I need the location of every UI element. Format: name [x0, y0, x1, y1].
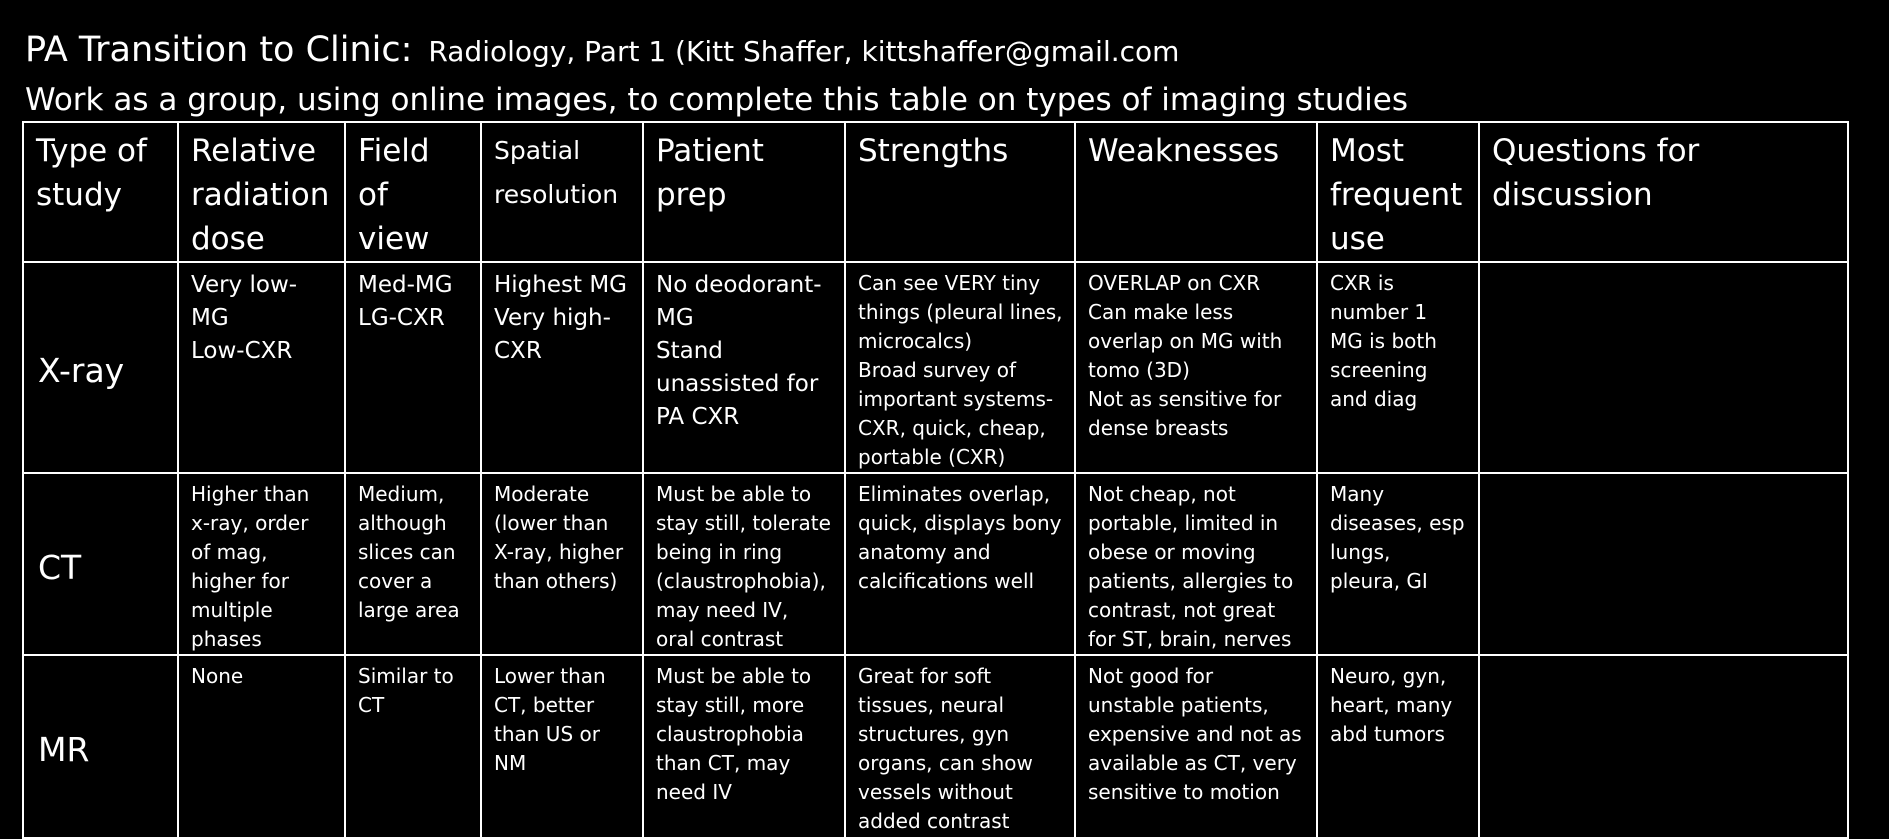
cell-line: quick, displays bony [858, 511, 1062, 535]
cell-line: anatomy and [858, 540, 991, 564]
cell-line: diseases, esp [1330, 511, 1465, 535]
cell-line: dense breasts [1088, 416, 1229, 440]
cell-line: claustrophobia [656, 722, 804, 746]
cell-line: heart, many [1330, 693, 1453, 717]
table-cell [1479, 655, 1848, 838]
cell-line: PA CXR [656, 404, 740, 430]
cell-line: Not as sensitive for [1088, 387, 1282, 411]
cell-line: dose [191, 221, 265, 257]
cell-line: of [358, 177, 388, 213]
cell-line: CXR is [1330, 271, 1394, 295]
table-cell [845, 473, 1075, 655]
cell-line: CT [358, 693, 385, 717]
table-cell [178, 655, 345, 838]
cell-line: Medium, [358, 482, 445, 506]
cell-line: CXR, quick, cheap, [858, 416, 1046, 440]
row-type-label: X-ray [23, 262, 178, 473]
cell-line: screening [1330, 358, 1428, 382]
cell-line: LG-CXR [358, 305, 445, 331]
cell-line: Strengths [858, 133, 1009, 169]
cell-line: phases [191, 627, 262, 651]
cell-line: Spatial [494, 136, 581, 165]
cell-line: patients, allergies to [1088, 569, 1294, 593]
column-header [643, 122, 845, 262]
table-cell [643, 655, 845, 838]
cell-line: Very low- [191, 272, 298, 298]
title-sub: Radiology, Part 1 (Kitt Shaffer, kittshaffer@gmail.com [428, 35, 1180, 68]
cell-line: important systems- [858, 387, 1054, 411]
cell-line: abd tumors [1330, 722, 1445, 746]
cell-line: NM [494, 751, 527, 775]
cell-line: expensive and not as [1088, 722, 1302, 746]
cell-line: cover a [358, 569, 433, 593]
table-cell [1317, 262, 1479, 473]
cell-line: sensitive to motion [1088, 780, 1280, 804]
cell-line: obese or moving [1088, 540, 1256, 564]
table-cell [345, 655, 481, 838]
cell-line: MG [656, 305, 694, 331]
cell-line: number 1 [1330, 300, 1428, 324]
cell-line: Patient [656, 133, 764, 169]
table-body [23, 262, 1848, 838]
cell-line: Stand [656, 338, 723, 364]
cell-line: Most [1330, 133, 1405, 169]
cell-line: contrast, not great [1088, 598, 1276, 622]
table-cell [1479, 262, 1848, 473]
cell-line: things (pleural lines, [858, 300, 1063, 324]
instructions: Work as a group, using online images, to complete this table on types of imaging studies [25, 82, 1408, 118]
cell-line: higher for [191, 569, 289, 593]
cell-line: view [358, 221, 430, 257]
cell-line: multiple [191, 598, 273, 622]
column-header [1075, 122, 1317, 262]
column-header [1479, 122, 1848, 262]
cell-line: Higher than [191, 482, 310, 506]
table-cell [345, 473, 481, 655]
cell-line: stay still, tolerate [656, 511, 831, 535]
cell-line: prep [656, 177, 727, 213]
cell-line: Highest MG [494, 272, 627, 298]
cell-line: X-ray, higher [494, 540, 624, 564]
cell-line: Must be able to [656, 664, 812, 688]
cell-line: stay still, more [656, 693, 805, 717]
cell-line: (claustrophobia), [656, 569, 826, 593]
cell-line: discussion [1492, 177, 1653, 213]
cell-line: Many [1330, 482, 1385, 506]
table-cell [481, 262, 643, 473]
cell-line: oral contrast [656, 627, 784, 651]
cell-line: Questions for [1492, 133, 1700, 169]
cell-line: Very high- [494, 305, 611, 331]
page-title [25, 30, 1179, 70]
table-cell [1075, 473, 1317, 655]
table-cell [1317, 473, 1479, 655]
cell-line: than CT, may [656, 751, 791, 775]
cell-line: None [191, 664, 244, 688]
cell-line: than others) [494, 569, 618, 593]
cell-line: Moderate [494, 482, 590, 506]
cell-line: structures, gyn [858, 722, 1010, 746]
cell-line: Not good for [1088, 664, 1214, 688]
cell-line: Not cheap, not [1088, 482, 1236, 506]
cell-line: portable (CXR) [858, 445, 1006, 469]
row-type-label: CT [23, 473, 178, 655]
cell-line: Can see VERY tiny [858, 271, 1041, 295]
cell-line: Broad survey of [858, 358, 1016, 382]
cell-line: (lower than [494, 511, 609, 535]
cell-line: need IV [656, 780, 732, 804]
column-header [345, 122, 481, 262]
cell-line: No deodorant- [656, 272, 822, 298]
cell-line: than US or [494, 722, 600, 746]
cell-line: frequent [1330, 177, 1463, 213]
table-cell [481, 473, 643, 655]
column-header [845, 122, 1075, 262]
cell-line: Type of [36, 133, 147, 169]
cell-line: slices can [358, 540, 456, 564]
cell-line: being in ring [656, 540, 783, 564]
cell-line: portable, limited in [1088, 511, 1279, 535]
cell-line: tissues, neural [858, 693, 1005, 717]
cell-line: Similar to [358, 664, 454, 688]
cell-line: available as CT, very [1088, 751, 1297, 775]
column-header [178, 122, 345, 262]
cell-line: Must be able to [656, 482, 812, 506]
table-cell [845, 262, 1075, 473]
imaging-studies-table [22, 121, 1849, 839]
cell-line: and diag [1330, 387, 1418, 411]
table-cell [1075, 655, 1317, 838]
cell-line: may need IV, [656, 598, 789, 622]
cell-line: use [1330, 221, 1385, 257]
column-header [481, 122, 643, 262]
cell-line: Neuro, gyn, [1330, 664, 1447, 688]
cell-line: MG is both [1330, 329, 1437, 353]
cell-line: although [358, 511, 447, 535]
title-main: PA Transition to Clinic: [25, 30, 413, 70]
column-header [23, 122, 178, 262]
cell-line: calcifications well [858, 569, 1035, 593]
cell-line: added contrast [858, 809, 1010, 833]
table-row [23, 473, 1848, 655]
cell-line: unstable patients, [1088, 693, 1269, 717]
cell-line: lungs, [1330, 540, 1391, 564]
cell-line: Med-MG [358, 272, 453, 298]
cell-line: CXR [494, 338, 542, 364]
cell-line: Eliminates overlap, [858, 482, 1051, 506]
row-type-label: MR [23, 655, 178, 838]
column-header [1317, 122, 1479, 262]
table-row [23, 262, 1848, 473]
cell-line: Can make less [1088, 300, 1234, 324]
cell-line: overlap on MG with [1088, 329, 1283, 353]
cell-line: x-ray, order [191, 511, 309, 535]
table-row [23, 655, 1848, 838]
table-cell [1479, 473, 1848, 655]
table-header-row [23, 122, 1848, 262]
cell-line: MG [191, 305, 229, 331]
table-cell [1317, 655, 1479, 838]
cell-line: Relative [191, 133, 317, 169]
cell-line: study [36, 177, 122, 213]
cell-line: OVERLAP on CXR [1088, 271, 1261, 295]
cell-line: microcalcs) [858, 329, 973, 353]
table-cell [345, 262, 481, 473]
cell-line: of mag, [191, 540, 268, 564]
cell-line: tomo (3D) [1088, 358, 1190, 382]
table-cell [178, 262, 345, 473]
cell-line: pleura, GI [1330, 569, 1428, 593]
cell-line: vessels without [858, 780, 1013, 804]
table-cell [845, 655, 1075, 838]
table-cell [1075, 262, 1317, 473]
table-cell [481, 655, 643, 838]
table-cell [178, 473, 345, 655]
cell-line: Field [358, 133, 430, 169]
cell-line: organs, can show [858, 751, 1033, 775]
cell-line: CT, better [494, 693, 595, 717]
cell-line: Low-CXR [191, 338, 293, 364]
cell-line: Weaknesses [1088, 133, 1280, 169]
cell-line: large area [358, 598, 460, 622]
cell-line: for ST, brain, nerves [1088, 627, 1292, 651]
table-cell [643, 473, 845, 655]
cell-line: resolution [494, 180, 619, 209]
cell-line: unassisted for [656, 371, 819, 397]
table-cell [643, 262, 845, 473]
cell-line: radiation [191, 177, 330, 213]
cell-line: Great for soft [858, 664, 992, 688]
cell-line: Lower than [494, 664, 606, 688]
